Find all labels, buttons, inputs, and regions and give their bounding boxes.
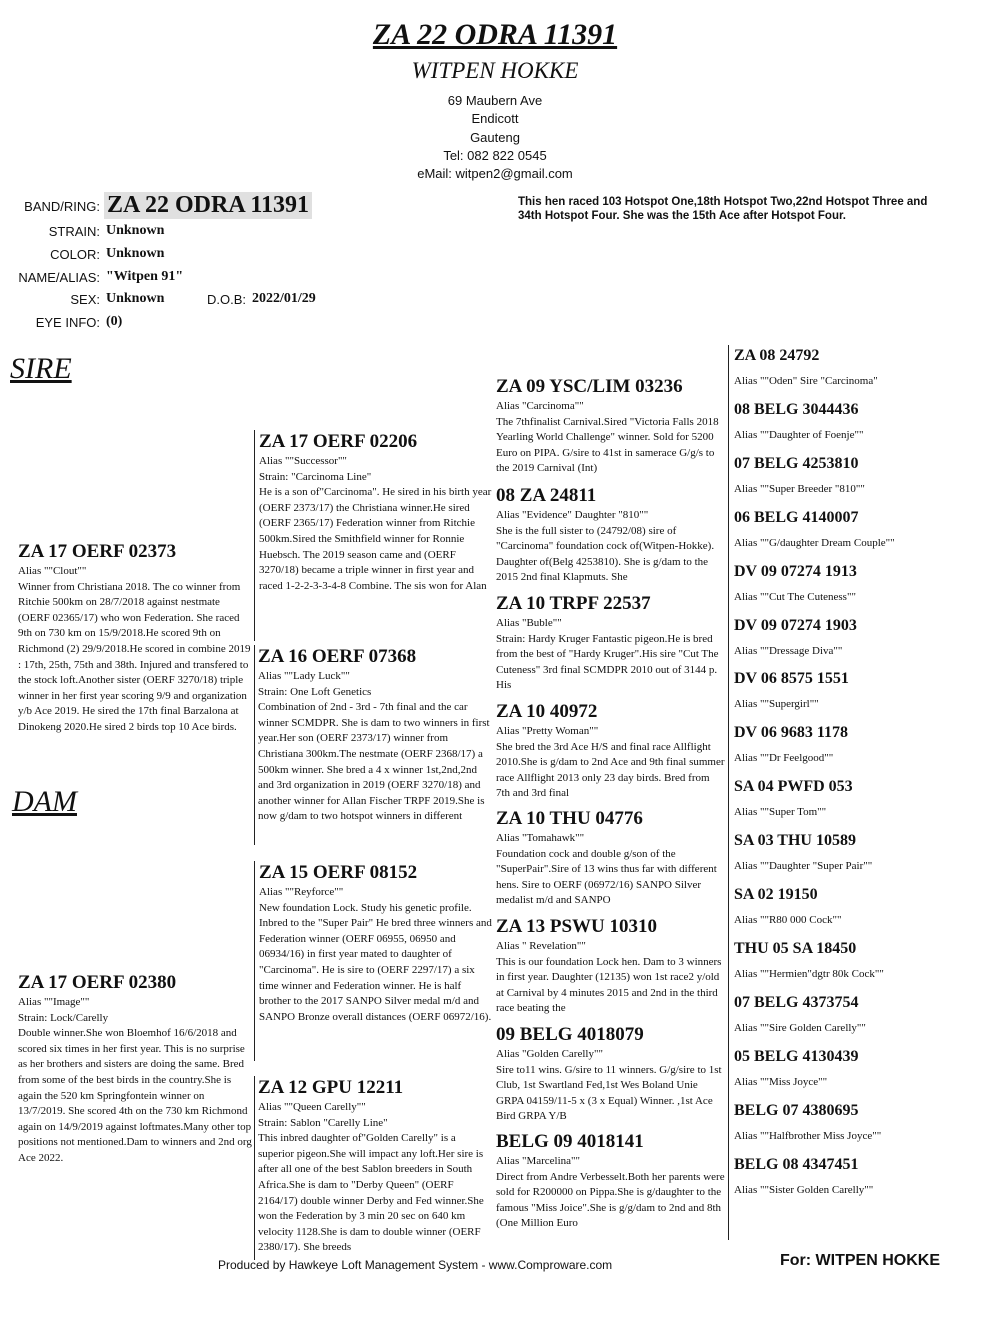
gen3-ring: ZA 10 THU 04776 xyxy=(496,808,643,829)
connector-line xyxy=(728,345,729,1240)
dam-notes: Double winner.She won Bloemhof 16/6/2018 and scored six times in her first year. This is no surprise as her brothers and sisters are doing the same. Bred from some of the best birds in the country.She is again the 520 km Springfontein winner on 13/7/2019. She scored 4th on the 730 km Richmond again on 14/9/2019 against loftmates.Many other top positions not mentioned.Dam to winners and 2nd org Ace 2022. xyxy=(18,1027,252,1164)
gen4-card xyxy=(734,776,984,828)
gen4-alias: Alias ""Super Tom"" xyxy=(734,806,827,818)
gen4-card xyxy=(734,615,984,667)
gen4-alias: Alias ""Super Breeder "810"" xyxy=(734,483,865,495)
gen2-notes: This inbred daughter of"Golden Carelly" is a superior pigeon.She will impact any loft.Her sire is after all one of the best Sablon breeders in South Africa.She is dam to "Derby Queen" (OERF 2164/17) double winner Derby and Fed winner.She won the Federation by 3 min 20 sec on 640 km velocity 1128.She is dam to double winner (OERF 2380/17). She breeds xyxy=(258,1132,484,1254)
gen4-card xyxy=(734,399,984,451)
strain-label: STRAIN: xyxy=(48,224,100,239)
gen3-alias: Alias "Golden Carelly"" xyxy=(496,1048,603,1060)
gen4-alias: Alias ""Sire Golden Carelly"" xyxy=(734,1022,866,1034)
gen4-card xyxy=(734,507,984,559)
gen4-ring: SA 03 THU 10589 xyxy=(734,832,856,849)
gen3-alias: Alias " Revelation"" xyxy=(496,940,586,952)
gen4-ring: 05 BELG 4130439 xyxy=(734,1048,859,1065)
gen4-alias: Alias ""Oden" Sire "Carcinoma" xyxy=(734,375,878,387)
gen3-ring: ZA 13 PSWU 10310 xyxy=(496,916,657,937)
gen4-alias: Alias ""Daughter of Foenje"" xyxy=(734,429,864,441)
gen3-notes: The 7thfinalist Carnival.Sired "Victoria Falls 2018 Yearling World Challenge" winner. Sold for 5200 Euro on PIPA. G/sire to 41st in samerace G/g/s to the 2019 Carnival (Int) xyxy=(496,415,719,475)
gen4-card xyxy=(734,884,984,936)
gen4-ring: DV 09 07274 1913 xyxy=(734,563,857,580)
gen2-strain: Strain: One Loft Genetics xyxy=(258,685,372,698)
gen2-strain: Strain: Sablon "Carelly Line" xyxy=(258,1116,388,1129)
connector-line xyxy=(254,1076,255,1260)
gen2-card-sire-dam xyxy=(258,645,494,845)
dob-label: D.O.B: xyxy=(206,292,246,307)
gen2-alias: Alias ""Lady Luck"" xyxy=(258,670,350,682)
gen3-alias: Alias "Pretty Woman"" xyxy=(496,725,599,737)
gen2-ring: ZA 16 OERF 07368 xyxy=(258,646,417,667)
gen4-ring: DV 06 8575 1551 xyxy=(734,670,849,687)
owner-name: WITPEN HOKKE xyxy=(411,58,579,83)
gen3-card xyxy=(496,915,726,1021)
gen4-alias: Alias ""G/daughter Dream Couple"" xyxy=(734,537,895,549)
address-email: eMail: witpen2@gmail.com xyxy=(417,166,573,181)
sire-alias: Alias ""Clout"" xyxy=(18,565,87,577)
address-street: 69 Maubern Ave xyxy=(447,93,543,108)
gen2-card-sire-sire xyxy=(254,430,495,641)
sex-value: Unknown xyxy=(106,291,165,306)
dam-ring: ZA 17 OERF 02380 xyxy=(18,972,177,993)
gen4-alias: Alias ""Hermien"dgtr 80k Cock"" xyxy=(734,968,884,980)
gen4-alias: Alias ""Daughter "Super Pair"" xyxy=(734,860,873,872)
gen2-alias: Alias ""Reyforce"" xyxy=(259,886,344,898)
gen4-card xyxy=(734,938,984,990)
address-province: Gauteng xyxy=(470,130,520,145)
gen3-ring: ZA 10 TRPF 22537 xyxy=(496,593,651,614)
dam-card xyxy=(18,971,252,1191)
sex-label: SEX: xyxy=(70,292,100,307)
gen3-notes: She bred the 3rd Ace H/S and final race Allflight 2010.She is g/dam to 2nd Ace and 9th final summer race Allflight 2013 only 23 day birds. Bred from 7th and 3rd final xyxy=(496,740,725,800)
gen2-notes: Combination of 2nd - 3rd - 7th final and the car winner SCMDPR. She is dam to two winners in first year.Her son (OERF 2373/17) winner from Christiana 300km.The nestmate (OERF 2368/17) a 500km winner. She bred a 4 x winner 1st,2nd,2nd and 3rd organization in 2019 (OERF 3270/18) and another winner for Allan Fischer TRPF 2019.She is now g/dam to two hotspot winners in different xyxy=(258,701,490,823)
gen3-card xyxy=(496,807,726,913)
gen3-card xyxy=(496,1130,726,1240)
gen4-ring: 06 BELG 4140007 xyxy=(734,509,859,526)
dam-strain: Strain: Lock/Carelly xyxy=(18,1011,109,1024)
gen2-ring: ZA 12 GPU 12211 xyxy=(258,1077,404,1098)
gen3-card xyxy=(496,700,726,804)
dam-section-title: DAM xyxy=(12,785,77,818)
gen3-card xyxy=(496,592,726,698)
gen4-ring: THU 05 SA 18450 xyxy=(734,940,857,957)
eye-value: (0) xyxy=(106,314,123,329)
gen4-alias: Alias ""Miss Joyce"" xyxy=(734,1076,828,1088)
gen4-ring: DV 06 9683 1178 xyxy=(734,724,848,741)
color-label: COLOR: xyxy=(50,247,100,262)
gen4-ring: ZA 08 24792 xyxy=(734,347,820,364)
gen2-notes: He is a son of"Carcinoma". He sired in his birth year (OERF 2373/17) the Christiana winner.He sired (OERF 2365/17) Federation winner from Ritchie 500km.Sired the Smithfield winner for Ronnie Huebsch. The 2019 season came and (OERF 3270/18) became a triple winner in first year and raced 1-2-2-3-3-4-8 Combine. The sis won for Alan xyxy=(259,486,492,592)
gen4-card xyxy=(734,830,984,882)
gen4-ring: 07 BELG 4373754 xyxy=(734,994,859,1011)
gen3-card xyxy=(496,484,726,591)
gen3-alias: Alias "Marcelina"" xyxy=(496,1155,581,1167)
gen4-card xyxy=(734,992,984,1044)
gen4-alias: Alias ""R80 000 Cock"" xyxy=(734,914,842,926)
eye-label: EYE INFO: xyxy=(35,315,100,330)
gen3-alias: Alias "Evidence" Daughter "810"" xyxy=(496,509,649,521)
gen4-card xyxy=(734,1154,984,1206)
gen3-alias: Alias "Tomahawk"" xyxy=(496,832,585,844)
gen4-card xyxy=(734,1100,984,1152)
gen2-strain: Strain: "Carcinoma Line" xyxy=(259,470,372,483)
color-value: Unknown xyxy=(106,246,165,261)
gen3-ring: 08 ZA 24811 xyxy=(496,485,597,506)
gen4-card xyxy=(734,1046,984,1098)
strain-value: Unknown xyxy=(106,223,165,238)
gen3-ring: 09 BELG 4018079 xyxy=(496,1024,644,1045)
sire-ring: ZA 17 OERF 02373 xyxy=(18,541,177,562)
gen3-alias: Alias "Buble"" xyxy=(496,617,562,629)
gen2-notes: New foundation Lock. Study his genetic profile. Inbred to the "Super Pair" He bred three winners and Federation winner (OERF 06955, 06950 and 06934/16) in first year mated to daughter of "Carcinoma". He is sire to (OERF 2297/17) a six time winner and Federation winner. He is half brother to the 2017 SANPO Silver medal m/d and SANPO Bronze overall distances (OERF 06972/16). xyxy=(259,901,492,1023)
gen3-ring: ZA 09 YSC/LIM 03236 xyxy=(496,376,683,397)
dob-value: 2022/01/29 xyxy=(252,291,316,306)
for-owner: For: WITPEN HOKKE xyxy=(780,1252,940,1269)
gen4-alias: Alias ""Dr Feelgood"" xyxy=(734,752,834,764)
gen3-notes: Strain: Hardy Kruger Fantastic pigeon.He is bred from the best of "Hardy Kruger".His sire "Cut The Cuteness" 3rd final SCMDPR 2010 out of 3144 p. His xyxy=(496,632,719,692)
gen3-notes: Direct from Andre Verbesselt.Both her parents were sold for R200000 on Pippa.She is g/daughter to the famous "Miss Joice".She is g/g/dam to 2nd and 8th (One Million Euro xyxy=(496,1170,725,1230)
gen4-ring: SA 04 PWFD 053 xyxy=(734,778,853,795)
sire-notes: Winner from Christiana 2018. The co winner from Ritchie 500km on 28/7/2018 against nestmate (OERF 02365/17) who won Federation. She raced 9th on 730 km on 15/9/2018.He scored 9th on Richmond (2) 29/9/2018.He scored in combine 2019 : 17th, 25th, 75th and 38th. Injured and transfered to the stock loft.Another sister (OERF 3270/18) triple winner in her first year scoring 9/9 and organization y/b Ace 2019. He sired the 17th final Barzalona at Dinokeng 2020.He sired 2 birds top 10 Ace birds. xyxy=(18,580,251,733)
address-suburb: Endicott xyxy=(471,111,519,126)
gen3-notes: This is our foundation Lock hen. Dam to 3 winners in first year. Daughter (12135) won 1st race2 y/old at Carnival by 4 minutes 2015 and 2nd in the third race beating the xyxy=(496,955,722,1015)
connector-line xyxy=(254,645,255,845)
gen3-card xyxy=(496,1023,726,1129)
gen4-alias: Alias ""Cut The Cuteness"" xyxy=(734,591,856,603)
gen2-alias: Alias ""Successor"" xyxy=(259,455,347,467)
gen4-alias: Alias ""Halfbrother Miss Joyce"" xyxy=(734,1130,882,1142)
gen3-notes: She is the full sister to (24792/08) sire of "Carcinoma" foundation cock of(Witpen-Hokke). Daughter of(Belg 4253810). She is g/dam to the 2015 2nd final Klapmuts. She xyxy=(496,524,715,584)
gen4-alias: Alias ""Dressage Diva"" xyxy=(734,645,843,657)
gen4-card xyxy=(734,345,984,397)
gen3-ring: ZA 10 40972 xyxy=(496,701,598,722)
gen4-alias: Alias ""Sister Golden Carelly"" xyxy=(734,1184,874,1196)
band-value: ZA 22 ODRA 11391 xyxy=(104,192,312,219)
name-value: "Witpen 91" xyxy=(106,269,184,284)
intro-text: This hen raced 103 Hotspot One,18th Hotspot Two,22nd Hotspot Three and 34th Hotspot Four. She was the 15th Ace after Hotspot Four. xyxy=(518,196,928,222)
band-label: BAND/RING: xyxy=(24,199,100,214)
gen3-notes: Sire to11 wins. G/sire to 11 winners. G/g/sire to 1st Club, 1st Swartland Fed,1st Wes Boland Unie GRPA 04159/11-5 x (3 x Equal) Winner. ,1st Ace Bird GRPA Y/B xyxy=(496,1063,722,1123)
sire-card xyxy=(18,540,252,775)
gen4-alias: Alias ""Supergirl"" xyxy=(734,698,819,710)
page-title: ZA 22 ODRA 11391 xyxy=(372,18,618,51)
gen4-card xyxy=(734,453,984,505)
gen4-card xyxy=(734,668,984,720)
gen2-ring: ZA 17 OERF 02206 xyxy=(259,431,418,452)
gen4-ring: 08 BELG 3044436 xyxy=(734,401,859,418)
sire-section-title: SIRE xyxy=(10,352,72,385)
gen4-card xyxy=(734,722,984,774)
gen2-ring: ZA 15 OERF 08152 xyxy=(259,862,418,883)
gen4-card xyxy=(734,561,984,613)
address-phone: Tel: 082 822 0545 xyxy=(443,148,547,163)
gen4-ring: BELG 08 4347451 xyxy=(734,1156,859,1173)
gen3-card xyxy=(496,375,726,485)
dam-alias: Alias ""Image"" xyxy=(18,996,90,1008)
gen3-notes: Foundation cock and double g/son of the "SuperPair".Sire of 13 wins thus far with different hens. Sire to OERF (06972/16) SANPO Silver medalist m/d and SANPO xyxy=(496,847,717,907)
gen4-ring: SA 02 19150 xyxy=(734,886,818,903)
gen2-card-dam-dam xyxy=(258,1076,494,1260)
gen2-alias: Alias ""Queen Carelly"" xyxy=(258,1101,366,1113)
produced-by: Produced by Hawkeye Loft Management System - www.Comproware.com xyxy=(218,1258,613,1272)
gen3-alias: Alias "Carcinoma"" xyxy=(496,400,584,412)
name-label: NAME/ALIAS: xyxy=(18,270,100,285)
gen4-ring: 07 BELG 4253810 xyxy=(734,455,859,472)
gen4-ring: DV 09 07274 1903 xyxy=(734,617,857,634)
gen4-ring: BELG 07 4380695 xyxy=(734,1102,859,1119)
gen2-card-dam-sire xyxy=(254,861,495,1061)
gen3-ring: BELG 09 4018141 xyxy=(496,1131,644,1152)
